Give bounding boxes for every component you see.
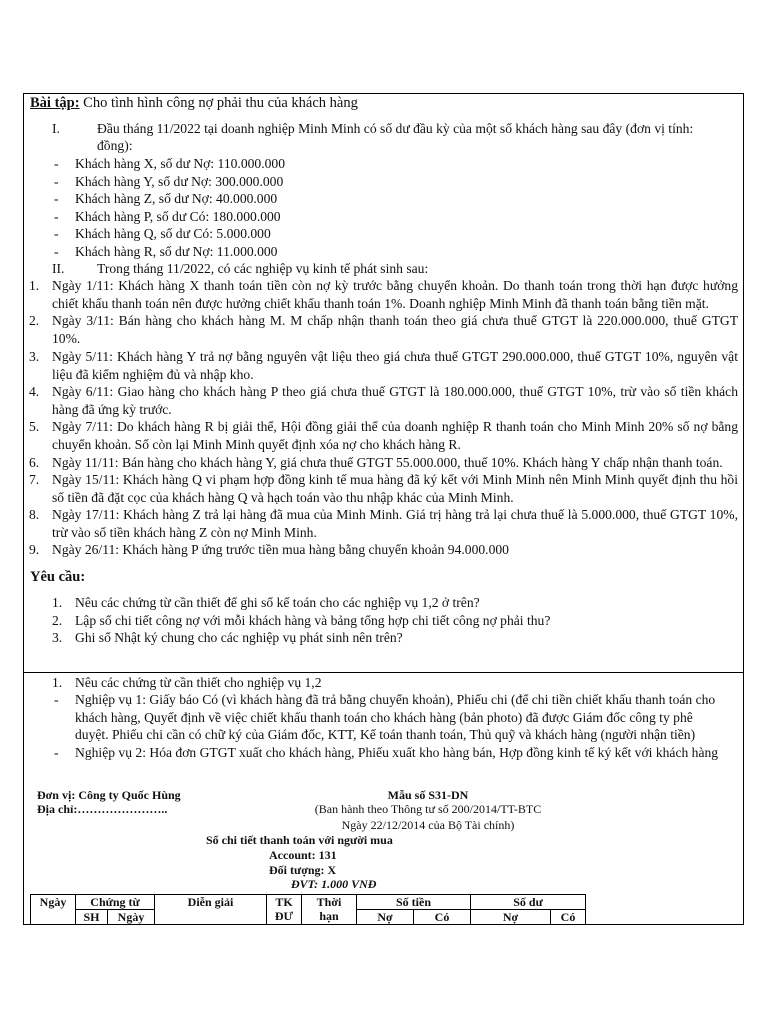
transaction-number: 4. [29,384,40,399]
col-sh: SH [76,910,108,925]
exercise-heading-label: Bài tập: [30,95,80,111]
nv2-line1: Nghiệp vụ 2: Hóa đơn GTGT xuất cho khách hàng, Phiếu xuất kho hàng bán, Hợp đồng kinh tế ký kết với khách hàng [75,745,719,760]
part1-intro-line2: đồng): [97,138,133,153]
transaction-number: 3. [29,349,40,364]
col-dien-giai: Diễn giải [155,895,267,925]
ledger-title: Sổ chi tiết thanh toán với người mua [206,833,393,847]
col-thoi-han-line2: hạn [319,909,339,923]
transaction-text: Ngày 17/11: Khách hàng Z trả lại hàng đã mua của Minh Minh. Giá trị hàng trả lại chưa thuế là 5.000.000, thuế GTGT 10%, trừ vào số tiền khách hàng Z còn nợ Minh Minh. [52,507,738,540]
transaction-number: 8. [29,507,40,522]
col-so-tien: Số tiền [357,895,471,910]
requirement-number: 2. [52,612,63,628]
ledger-issued-by: (Ban hành theo Thông tư số 200/2014/TT-BTC [314,802,542,816]
transaction-text: Ngày 3/11: Bán hàng cho khách hàng M. M chấp nhận thanh toán theo giá chưa thuế GTGT là 220.000.000, thuế GTGT 10%. [52,313,738,346]
requirement-text: Nêu các chứng từ cần thiết để ghi sổ kế toán cho các nghiệp vụ 1,2 ở trên? [75,595,480,610]
transaction-text: Ngày 5/11: Khách hàng Y trả nợ bằng nguyên vật liệu theo giá chưa thuế GTGT 290.000.000, thuế GTGT 10%, nguyên vật liệu đã kiểm nghiệm đủ và nhập kho. [52,349,738,382]
balance-bullet: - [54,208,59,224]
ledger-account: Account: 131 [269,848,337,862]
ledger-table [30,894,586,925]
transaction-text: Ngày 6/11: Giao hàng cho khách hàng P theo giá chưa thuế GTGT là 180.000.000, thuế GTGT 10%, trừ vào số tiền khách hàng đã ứng kỳ trước. [52,384,738,417]
col-ngay-ct: Ngày [108,910,155,925]
transaction-number: 7. [29,472,40,487]
requirement-number: 1. [52,595,63,610]
col-thoi-han-line1: Thời [316,895,342,909]
col-ngay: Ngày [31,895,76,925]
col-co-du: Có [551,910,586,925]
transaction-number: 2. [29,313,40,328]
nv1-line1: Nghiệp vụ 1: Giấy báo Có (vì khách hàng đã trả bằng chuyển khoản), Phiếu chi (để chi tiền chiết khấu thanh toán cho [75,692,716,707]
transaction-number: 5. [29,419,40,434]
part2-intro: Trong tháng 11/2022, có các nghiệp vụ kinh tế phát sinh sau: [97,261,429,276]
nv1-line2: khách hàng, Quyết định về việc chiết khấu thanh toán cho khách hàng (bản photo) đã được Giám đốc công ty phê [75,710,693,725]
answer-item1-num: 1. [52,675,63,690]
col-tk-du-line2: ĐƯ [274,909,294,923]
transaction-number: 6. [29,455,40,470]
balance-item: Khách hàng Q, số dư Có: 5.000.000 [75,226,271,241]
ledger-address: Địa chỉ:………………….. [37,802,168,816]
part2-numeral: II. [52,261,65,276]
nv1-bullet: - [54,692,59,707]
balance-bullet: - [54,191,59,206]
balance-bullet: - [54,226,59,241]
transaction-text: Ngày 7/11: Do khách hàng R bị giải thể, Hội đồng giải thể của doanh nghiệp R thanh toán cho Minh Minh 20% số nợ bằng chuyển khoản. Số còn lại Minh Minh quyết định xóa nợ cho khách hàng R. [52,419,738,452]
section-divider [23,672,744,673]
balance-item: Khách hàng Y, số dư Nợ: 300.000.000 [75,173,284,189]
transaction-text: Ngày 1/11: Khách hàng X thanh toán tiền còn nợ kỳ trước bằng chuyển khoản. Do thanh toán trong thời hạn được hưởng chiết khấu thanh toán nên được hưởng chiết khấu thanh toán 1%. Doanh nghiệp Minh Minh đã thanh toán bằng tiền mặt. [52,278,738,311]
balance-item: Khách hàng R, số dư Nợ: 11.000.000 [75,243,278,259]
ledger-unit: Đơn vị: Công ty Quốc Hùng [37,788,181,802]
col-so-du: Số dư [471,895,586,910]
exercise-heading-text: Cho tình hình công nợ phải thu của khách hàng [79,95,358,111]
ledger-subject: Đối tượng: X [269,863,337,877]
part1-intro-line1: Đầu tháng 11/2022 tại doanh nghiệp Minh Minh có số dư đầu kỳ của một số khách hàng sau đây (đơn vị tính: [97,121,694,136]
balance-bullet: - [54,156,59,171]
ledger-unit-of-measure: ĐVT: 1.000 VNĐ [291,877,377,891]
exercise-heading [30,95,358,112]
col-co: Có [414,910,471,925]
nv2-bullet: - [54,745,59,760]
ledger-form-no: Mẫu số S31-DN [387,788,469,802]
part1-numeral: I. [52,121,60,136]
transaction-text: Ngày 15/11: Khách hàng Q vi phạm hợp đồng kinh tế mua hàng đã ký kết với Minh Minh nên Minh Minh quyết định thu hồi số tiền đã đặt cọc của khách hàng Q và hạch toán vào thu nhập khác của Minh Minh. [52,472,738,505]
col-tk-du [267,895,302,925]
balance-item: Khách hàng P, số dư Có: 180.000.000 [75,208,281,224]
balance-item: Khách hàng X, số dư Nợ: 110.000.000 [75,156,286,171]
balance-bullet: - [54,243,59,259]
requirement-text: Lập sổ chi tiết công nợ với mỗi khách hàng và bảng tổng hợp chi tiết công nợ phải thu? [75,612,551,628]
balance-item: Khách hàng Z, số dư Nợ: 40.000.000 [75,191,278,206]
col-chung-tu: Chứng từ [76,895,155,910]
requirements-heading: Yêu cầu: [30,569,86,585]
col-tk-du-line1: TK [275,895,293,909]
answer-item1: Nêu các chứng từ cần thiết cho nghiệp vụ 1,2 [75,675,322,690]
ledger-issued-date: Ngày 22/12/2014 của Bộ Tài chính) [341,818,515,832]
col-no-du: Nợ [471,910,551,925]
requirement-text: Ghi sổ Nhật ký chung cho các nghiệp vụ phát sinh nên trên? [75,630,403,645]
col-thoi-han [302,895,357,925]
col-no: Nợ [357,910,414,925]
balance-bullet: - [54,173,59,189]
transaction-number: 9. [29,542,40,557]
ledger-header-row [31,895,586,910]
nv1-line3: duyệt. Phiếu chi cần có chữ ký của Giám đốc, KTT, Kế toán thanh toán, Thủ quỹ và khách hàng (người nhận tiền) [75,727,696,742]
requirement-number: 3. [52,630,63,645]
transaction-number: 1. [29,278,40,293]
transaction-text: Ngày 11/11: Bán hàng cho khách hàng Y, giá chưa thuế GTGT 55.000.000, thuế 10%. Khách hàng Y chấp nhận thanh toán. [52,455,723,470]
transaction-text: Ngày 26/11: Khách hàng P ứng trước tiền mua hàng bằng chuyển khoản 94.000.000 [52,542,509,557]
